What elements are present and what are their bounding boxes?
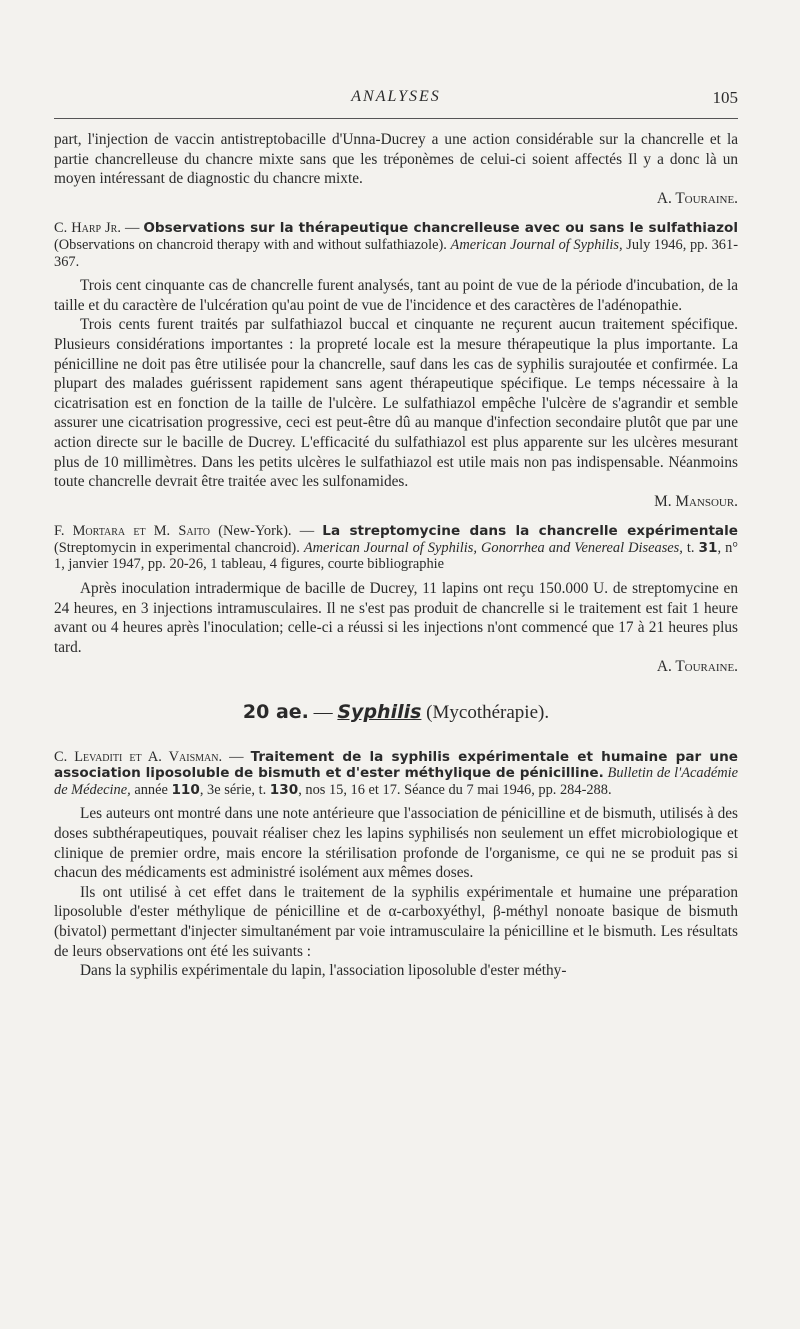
signature: A. Touraine. [656,189,738,207]
reference-year-prefix: année [130,781,172,798]
section-heading [54,703,738,723]
paragraph: Les auteurs ont montré dans une note antérieure que l'association de pénicilline et de bismuth, utilisés à des doses subthérapeutiques, pouvait réaliser chez les lapins syphilisés non seulement un effet microbiologique et clinique de premier ordre, mais encore la stérilisation profonde de l'organisme, ce qui ne se produit pas si chacun des médicaments est administré isolément aux mêmes doses. [54,805,738,882]
reference-source: American Journal of Syphilis, Gonorrhea and Venereal Diseases, [303,539,683,556]
bibliographic-reference [54,220,738,270]
reference-source: American Journal of Syphilis, [450,236,623,253]
spacer [54,208,738,220]
reference-series: , 3e série, t. [199,781,270,798]
reference-dash: — [222,748,251,765]
header-rule [54,118,738,119]
reference-details: July 1946, pp. 361-367. [54,236,738,270]
signature: M. Mansour. [654,492,738,510]
spacer [54,511,738,523]
reference-dash: — [120,220,144,237]
reference-authors: C. Levaditi et A. Vaisman. [54,748,223,765]
paragraph: Dans la syphilis expérimentale du lapin, l'association liposoluble d'ester méthy- [80,962,567,980]
reference-title: Traitement de la syphilis expérimentale et humaine par une association liposoluble de bismuth et d'ester méthylique de pénicilline. [54,748,738,782]
reference-title: La streptomycine dans la chancrelle expérimentale [322,523,738,540]
reference-place: (New-York). — [210,523,323,540]
paragraph: Ils ont utilisé à cet effet dans le traitement de la syphilis expérimentale et humaine une préparation liposoluble d'ester méthylique de pénicilline et de α-carboxyéthyl, β-méthyl nonoate basique de bismuth (bivatol) permettant d'injecter simultanément par voie intramusculaire la pénicilline et le bismuth. Les résultats de leurs observations ont été les suivants : [54,883,738,960]
reference-title: Observations sur la thérapeutique chancrelleuse avec ou sans le sulfathiazol [143,220,738,237]
page-body [54,130,738,981]
reference-year-volume: 110 [171,781,200,798]
reference-tome: 130 [269,781,299,798]
page-number: 105 [712,88,738,107]
reference-details: , nos 15, 16 et 17. Séance du 7 mai 1946, pp. 284-288. [298,781,612,798]
reference-details: , n° 1, janvier 1947, pp. 20-26, 1 tableau, 4 figures, courte bibliographie [54,539,739,573]
running-title: ANALYSES [351,88,441,105]
spacer [54,677,738,703]
reference-authors: C. Harp Jr. [54,220,121,237]
running-head [54,88,738,112]
reference-translation: (Observations on chancroid therapy with and without sulfathiazole). [54,236,451,253]
reference-source: Bulletin de l'Académie de Médecine, [54,765,738,798]
signature: A. Touraine. [656,658,738,676]
section-topic: Syphilis [337,701,422,724]
reference-translation: (Streptomycin in experimental chancroid). [54,539,304,556]
paragraph: Après inoculation intradermique de bacille de Ducrey, 11 lapins ont reçu 150.000 U. de streptomycine en 24 heures, en 3 injections intramusculaires. Il ne s'est pas produit de chancrelle si le traitement est fait 1 heure avant ou 4 heures après l'inoculation; celle-ci a réussi si les injections n'ont commencé que 17 à 21 heures plus tard. [54,580,738,656]
paragraph: Trois cents furent traités par sulfathiazol buccal et cinquante ne reçurent aucun traitement spécifique. Plusieurs considérations importantes : la propreté locale est la mesure thérapeutique la plus importante. La pénicilline ne doit pas être utilisée pour la chancrelle, sauf dans les cas de syphilis surajoutée et confirmée. La plupart des malades guérissent rapidement sans agent thérapeutique spécifique. Le temps nécessaire à la cicatrisation est en fonction de la taille de l'ulcère. Le sulfathiazol empêche l'ulcère de s'agrandir et semble assurer une cicatrisation progressive, ceci est peut-être dû au manque d'infection secondaire plutôt que par une action directe sur le bacille de Ducrey. L'efficacité du sulfathiazol est plus apparente sur les ulcères mesurant plus de 10 millimètres. Dans les petits ulcères le sulfathiazol est utile mais non pas indispensable. Néanmoins toute chancrelle devrait être traitée avec les sulfonamides. [54,316,738,491]
section-dash: — [308,702,338,724]
spacer [54,723,738,749]
reference-authors: F. Mortara et M. Saito [54,523,211,540]
bibliographic-reference [54,749,738,799]
bibliographic-reference [54,523,738,573]
section-subtopic: (Mycothérapie). [421,702,550,724]
reference-volume-prefix: t. [682,539,699,556]
section-number: 20 ae. [242,701,309,724]
paragraph: Trois cent cinquante cas de chancrelle furent analysés, tant au point de vue de la période d'incubation, de la taille et du caractère de l'ulcération qu'au point de vue de l'incidence et des caractères de l'adénopathie. [54,277,738,314]
reference-volume: 31 [698,539,718,556]
paragraph: part, l'injection de vaccin antistreptobacille d'Unna-Ducrey a une action considérable sur la chancrelle et la partie chancrelleuse du chancre mixte sans que les tréponèmes de celui-ci soient affectés Il y a donc là un moyen intéressant de diagnostic du chancre mixte. [54,131,738,188]
